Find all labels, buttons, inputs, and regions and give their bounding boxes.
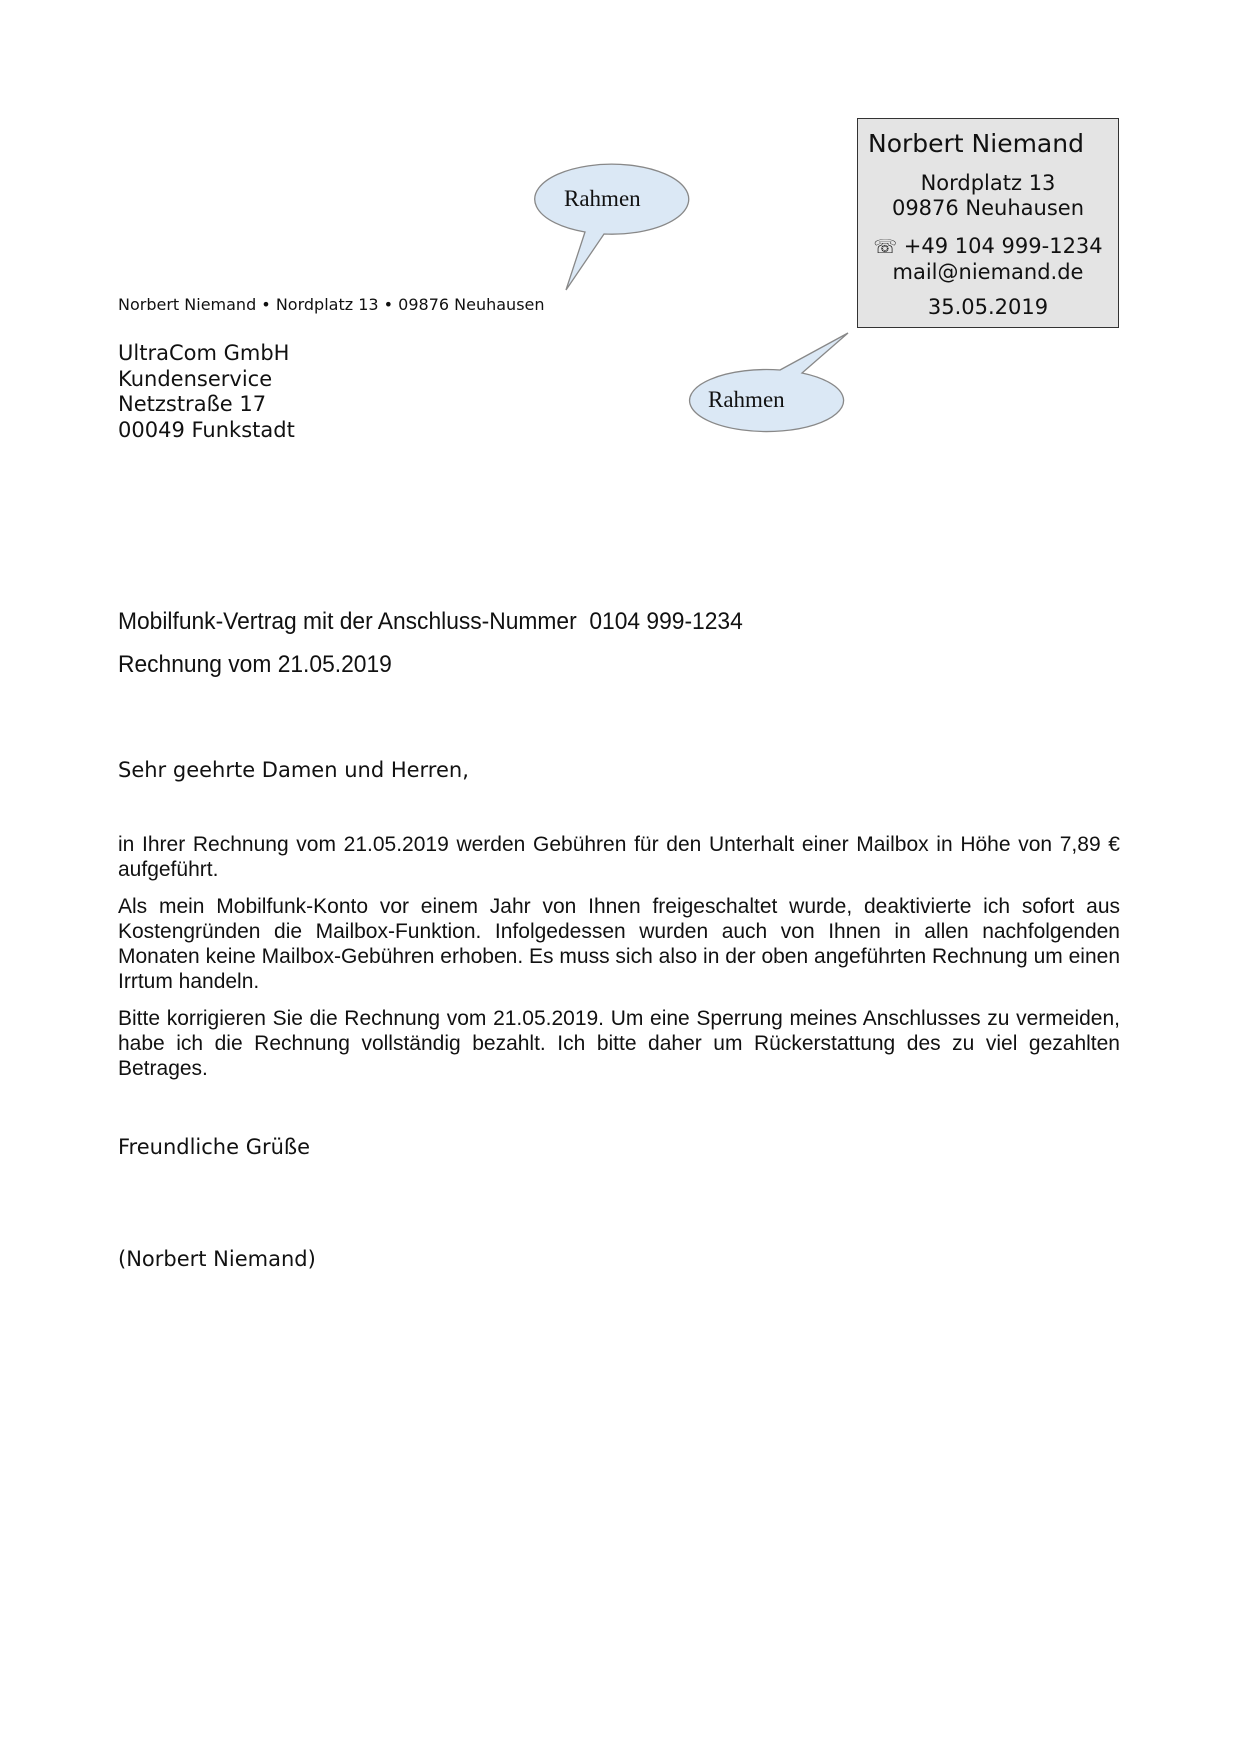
- sender-street: Nordplatz 13: [920, 171, 1056, 195]
- callout-balloon-bottom: [690, 333, 848, 432]
- sender-phone: +49 104 999-1234: [903, 234, 1103, 258]
- signature: (Norbert Niemand): [118, 1247, 316, 1271]
- closing: Freundliche Grüße: [118, 1135, 311, 1159]
- recipient-department: Kundenservice: [118, 366, 273, 391]
- sender-address: [858, 171, 1118, 221]
- callout-label-bottom: Rahmen: [708, 387, 785, 412]
- sender-phone-line: [858, 234, 1118, 260]
- sender-info-box: [857, 118, 1119, 328]
- letter-date: 35.05.2019: [927, 295, 1049, 319]
- letter-body: [118, 832, 1120, 1093]
- recipient-company: UltraCom GmbH: [118, 341, 290, 365]
- sender-email: mail@niemand.de: [892, 260, 1084, 284]
- salutation: Sehr geehrte Damen und Herren,: [118, 758, 469, 782]
- subject-line-contract: Mobilfunk-Vertrag mit der Anschluss-Nummer 0104 999-1234: [118, 608, 743, 635]
- recipient-city: 00049 Funkstadt: [118, 417, 295, 442]
- recipient-street: Netzstraße 17: [118, 392, 267, 416]
- subject-line-invoice: Rechnung vom 21.05.2019: [118, 651, 392, 678]
- subject-block: [118, 600, 743, 686]
- body-paragraph: Bitte korrigieren Sie die Rechnung vom 21.05.2019. Um eine Sperrung meines Anschlusses zu vermeiden, habe ich die Rechnung vollständig bezahlt. Ich bitte daher um Rückerstattung des zu viel gezahlten Betrages.: [118, 1006, 1120, 1081]
- recipient-address: [118, 341, 295, 443]
- telephone-icon: ☏: [873, 236, 898, 258]
- body-paragraph: Als mein Mobilfunk-Konto vor einem Jahr von Ihnen freigeschaltet wurde, deaktivierte ich sofort aus Kostengründen die Mailbox-Funktion. Infolgedessen wurden auch von Ihnen in allen nachfolgenden Monaten keine Mailbox-Gebühren erhoben. Es muss sich also in der oben angeführten Rechnung um einen Irrtum handeln.: [118, 894, 1120, 994]
- sender-contact: [858, 234, 1118, 285]
- return-address-line: Norbert Niemand • Nordplatz 13 • 09876 Neuhausen: [118, 295, 545, 314]
- sender-name: Norbert Niemand: [868, 129, 1084, 158]
- callout-label-top: Rahmen: [564, 186, 641, 211]
- callout-balloon-top: [535, 164, 689, 290]
- body-paragraph: in Ihrer Rechnung vom 21.05.2019 werden Gebühren für den Unterhalt einer Mailbox in Höhe von 7,89 € aufgeführt.: [118, 833, 1120, 882]
- sender-city: 09876 Neuhausen: [891, 196, 1085, 220]
